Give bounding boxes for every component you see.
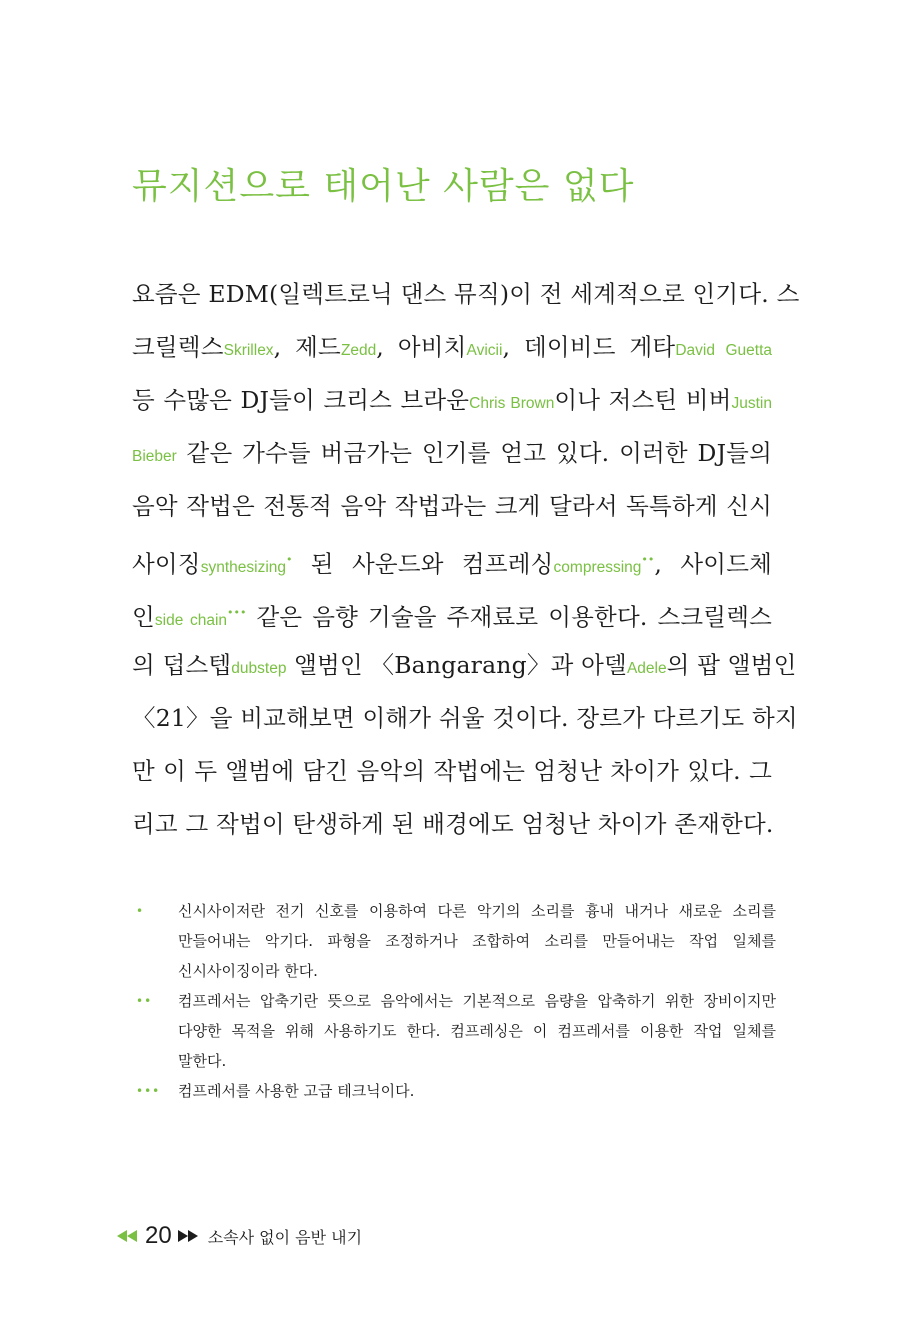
text-line — [132, 427, 772, 480]
text-run: 〈21〉을 비교해보면 이해가 쉬울 것이다. 장르가 다르기도 하지 — [132, 704, 798, 732]
text-line — [132, 586, 772, 639]
text-run: 이나 저스틴 비버 — [554, 386, 732, 414]
text-run: 등 수많은 DJ들이 크리스 브라운 — [132, 386, 470, 414]
text-line — [132, 692, 798, 745]
footnote — [136, 896, 776, 986]
footnote — [136, 1076, 776, 1106]
text-run: , 데이비드 게타 — [502, 333, 676, 361]
text-run: 된 사운드와 컴프레싱 — [292, 550, 554, 578]
english-term: Skrillex — [223, 342, 274, 359]
footnote — [136, 986, 776, 1076]
text-run: , 아비치 — [376, 333, 467, 361]
text-line — [132, 745, 772, 798]
page-number: 20 — [145, 1222, 172, 1249]
english-term: side chain — [154, 612, 228, 629]
english-term: Zedd — [340, 342, 377, 359]
text-run: , 사이드체 — [654, 550, 772, 578]
footnote-bullet-icon: ••• — [136, 1084, 161, 1098]
text-run: 음악 작법은 전통적 음악 작법과는 크게 달라서 독특하게 신시 — [132, 492, 772, 520]
text-run: 사이징 — [132, 550, 201, 578]
text-line — [132, 374, 772, 427]
page-footer — [117, 1219, 362, 1253]
text-run: 인 — [132, 603, 155, 631]
english-term: Avicii — [466, 342, 503, 359]
text-line — [132, 639, 797, 692]
text-line — [132, 798, 772, 851]
text-run: 의 팝 앨범인 — [666, 651, 797, 679]
english-term: Bieber — [132, 448, 177, 465]
english-term: Adele — [626, 660, 667, 677]
english-term: Justin — [731, 395, 772, 412]
text-run: 요즘은 EDM(일렉트로닉 댄스 뮤직)이 전 세계적으로 인기다. 스 — [132, 280, 800, 308]
text-run: 같은 음향 기술을 주재료로 이용한다. 스크릴렉스 — [246, 603, 773, 631]
text-line — [132, 480, 772, 533]
english-term: dubstep — [231, 660, 287, 677]
footnotes — [136, 896, 776, 1106]
footnote-text: 컴프레서를 사용한 고급 테크닉이다. — [178, 1082, 415, 1100]
footnote-marker: ••• — [227, 606, 247, 619]
text-run: , 제드 — [273, 333, 341, 361]
text-run: 의 덥스텝 — [132, 651, 232, 679]
footnote-bullet-icon: • — [136, 904, 145, 918]
text-line — [132, 533, 772, 586]
text-run: 리고 그 작법이 탄생하게 된 배경에도 엄청난 차이가 존재한다. — [132, 810, 774, 838]
text-run: 크릴렉스 — [132, 333, 224, 361]
footnote-marker: • — [286, 553, 293, 566]
text-run: 같은 가수들 버금가는 인기를 얻고 있다. 이러한 DJ들의 — [176, 439, 772, 467]
footnote-marker: •• — [641, 553, 655, 566]
footnote-bullet-icon: •• — [136, 994, 153, 1008]
english-term: synthesizing — [200, 559, 286, 576]
text-run: 앨범인 〈Bangarang〉과 아델 — [286, 651, 627, 679]
body-paragraph — [132, 268, 800, 851]
english-term: Chris Brown — [469, 395, 555, 412]
running-title: 소속사 없이 음반 내기 — [207, 1227, 363, 1247]
footnote-text: 컴프레서는 압축기란 뜻으로 음악에서는 기본적으로 음량을 압축하기 위한 장비이지만 다양한 목적을 위해 사용하기도 한다. 컴프레싱은 이 컴프레서를 이용한 작업 일체를 말한다. — [178, 992, 776, 1070]
text-line — [132, 268, 800, 321]
english-term: compressing — [553, 559, 642, 576]
page-title: 뮤지션으로 태어난 사람은 없다 — [132, 166, 635, 207]
double-right-arrow-icon — [178, 1230, 198, 1242]
double-left-arrow-icon — [117, 1230, 137, 1242]
english-term: David Guetta — [675, 342, 772, 359]
text-line — [132, 321, 772, 374]
footnote-text: 신시사이저란 전기 신호를 이용하여 다른 악기의 소리를 흉내 내거나 새로운 소리를 만들어내는 악기다. 파형을 조정하거나 조합하여 소리를 만들어내는 작업 일체를 신시사이징이라 한다. — [178, 902, 776, 980]
text-run: 만 이 두 앨범에 담긴 음악의 작법에는 엄청난 차이가 있다. 그 — [132, 757, 772, 785]
